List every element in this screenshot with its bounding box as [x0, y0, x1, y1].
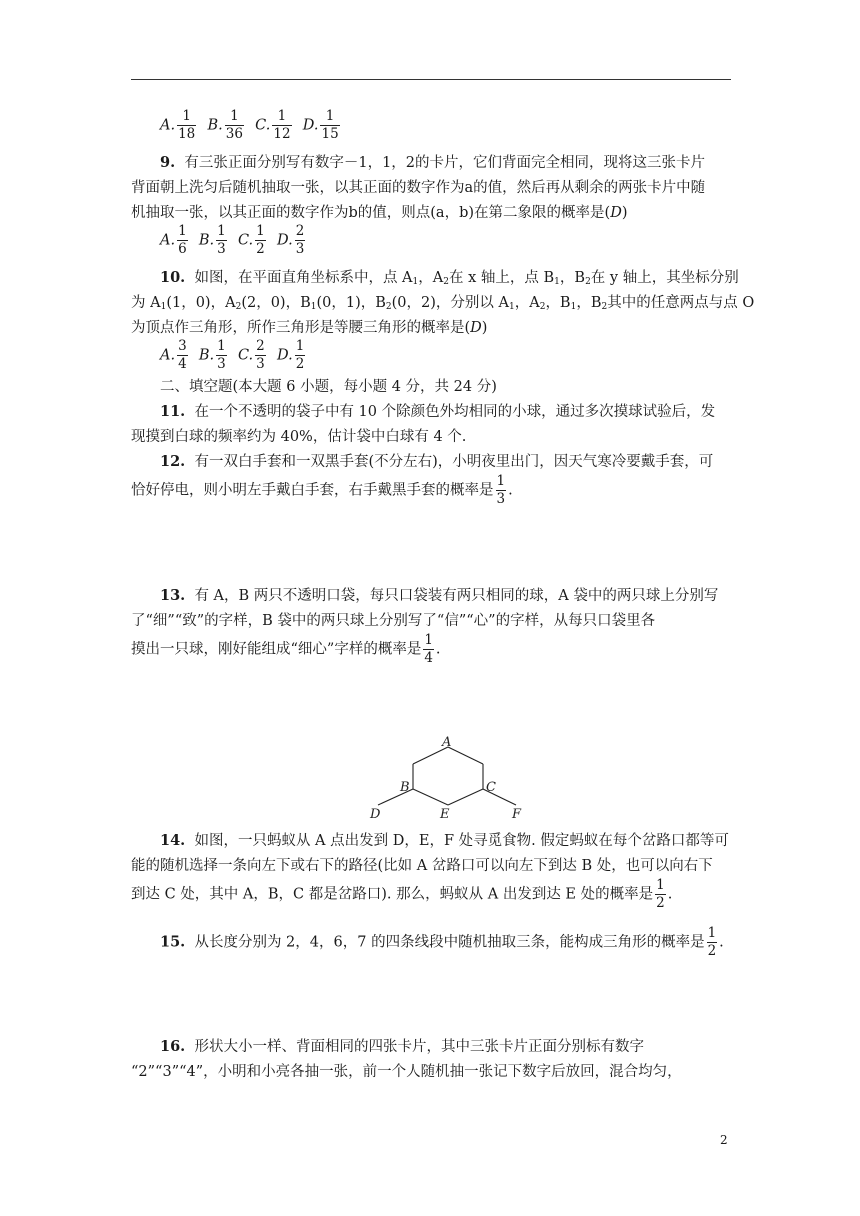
q12-line1: 12. 有一双白手套和一双黑手套(不分左右)，小明夜里出门，因天气寒冷要戴手套，可	[160, 453, 714, 470]
header-rule	[131, 79, 731, 80]
label-f: F	[512, 807, 522, 822]
q14-line2: 能的随机选择一条向左下或右下的路径(比如 A 岔路口可以向左下到达 B 处，也可以向右下	[131, 858, 713, 874]
q13-line2: 了“细”“致”的字样，B 袋中的两只球上分别写了“信”“心”的字样，从每只口袋里各	[131, 613, 656, 629]
edge-c-e	[448, 789, 483, 805]
q9-line1: 9. 有三张正面分别写有数字－1，1，2的卡片，它们背面完全相同，现将这三张卡片	[160, 154, 706, 171]
label-d: D	[370, 807, 381, 822]
label-b: B	[400, 780, 410, 795]
q15-line1: 15. 从长度分别为 2，4，6，7 的四条线段中随机抽取三条，能构成三角形的概率是 $\frac{1}{2}$ .	[160, 925, 724, 959]
label-a: A	[442, 735, 452, 750]
q9-line3: 机抽取一张，以其正面的数字作为b的值，则点(a，b)在第二象限的概率是(D)	[131, 205, 628, 221]
q10-options: A. $\frac{3}{4}$ B. $\frac{1}{3}$ C. $\frac{2}{3}$ D. $\frac{1}{2}$	[160, 338, 305, 372]
q11-line2: 现摸到白球的频率约为 40%，估计袋中白球有 4 个.	[131, 429, 467, 445]
q12-line2: 恰好停电，则小明左手戴白手套，右手戴黑手套的概率是 $\frac{1}{3}$ .	[131, 473, 513, 507]
edge-b-e	[413, 789, 448, 805]
q13-line3: 摸出一只球，刚好能组成“细心”字样的概率是 $\frac{1}{4}$ .	[131, 632, 441, 666]
q10-line2: 为 $A_1(1$，0)，$A_2(2$，0)，$B_1(0$，1)，$B_2(0$，2)，分别以 $A_1$，$A_2$，$B_1$，$B_2$其中的任意两点与点 O	[131, 295, 755, 312]
q14-line1: 14. 如图，一只蚂蚁从 A 点出发到 D，E，F 处寻觅食物. 假定蚂蚁在每个岔路口都等可	[160, 832, 729, 849]
label-e: E	[440, 807, 450, 822]
q13-line1: 13. 有 A，B 两只不透明口袋，每只口袋装有两只相同的球，A 袋中的两只球上分别写	[160, 587, 719, 604]
q9-options: A. $\frac{1}{6}$ B. $\frac{1}{3}$ C. $\frac{1}{2}$ D. $\frac{2}{3}$	[160, 223, 305, 257]
q16-line1: 16. 形状大小一样、背面相同的四张卡片，其中三张卡片正面分别标有数字	[160, 1038, 644, 1055]
q11-line1: 11. 在一个不透明的袋子中有 10 个除颜色外均相同的小球，通过多次摸球试验后，发	[160, 403, 716, 420]
q14-line3: 到达 C 处，其中 A，B，C 都是岔路口). 那么，蚂蚁从 A 出发到达 E 处的概率是 $\frac{1}{2}$ .	[131, 877, 673, 911]
q8-options: A. $\frac{1}{18}$ B. $\frac{1}{36}$ C. $\frac{1}{12}$ D. $\frac{1}{15}$	[160, 108, 339, 142]
page-number: 2	[720, 1133, 728, 1147]
q10-line3: 为顶点作三角形，所作三角形是等腰三角形的概率是(D)	[131, 320, 488, 336]
q9-line2: 背面朝上洗匀后随机抽取一张，以其正面的数字作为a的值，然后再从剩余的两张卡片中随	[131, 180, 706, 196]
edge-a-c	[448, 747, 483, 764]
hexagon-figure	[360, 734, 530, 824]
q10-line1: 10. 如图，在平面直角坐标系中，点 $A_1$，$A_2$在 x 轴上，点 $B_1$，$B_2$在 y 轴上，其坐标分别	[160, 269, 739, 287]
section-heading: 二、填空题(本大题 6 小题，每小题 4 分，共 24 分)	[160, 379, 497, 395]
q16-line2: “2”“3”“4”，小明和小亮各抽一张，前一个人随机抽一张记下数字后放回，混合均匀，	[131, 1064, 682, 1080]
label-c: C	[486, 780, 496, 795]
